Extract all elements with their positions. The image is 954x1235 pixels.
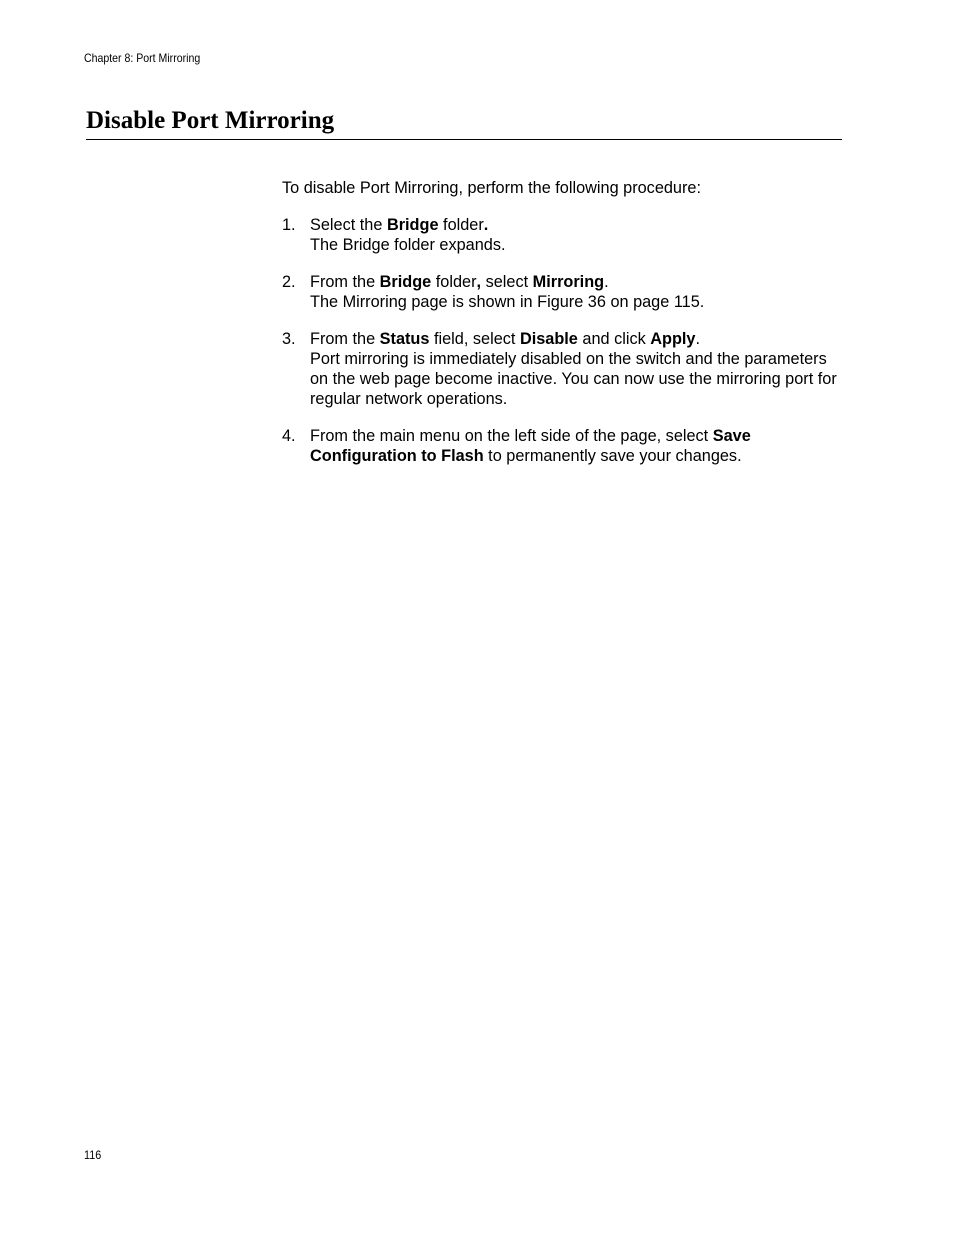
procedure-step	[282, 329, 842, 409]
body-content	[282, 178, 842, 483]
page-number: 116	[84, 1148, 102, 1162]
step-text: From the	[310, 330, 380, 348]
step-text: Select the	[310, 216, 387, 234]
step-result: Port mirroring is immediately disabled on the switch and the parameters on the web page become inactive. You can now use the mirroring port for regular network operations.	[310, 350, 837, 408]
ui-term: Mirroring	[532, 273, 605, 291]
step-text: From the	[310, 273, 380, 291]
step-action	[310, 426, 842, 466]
ui-term: Disable	[519, 330, 578, 348]
step-text: to permanently save your changes.	[483, 447, 742, 465]
ui-term: ,	[476, 273, 482, 291]
step-number: 2.	[282, 273, 296, 291]
step-text: From the main menu on the left side of the page, select	[310, 427, 713, 445]
step-text: .	[695, 330, 701, 348]
ui-term: .	[483, 216, 489, 234]
title-rule	[86, 139, 842, 140]
step-action	[310, 215, 842, 235]
step-result: The Bridge folder expands.	[310, 236, 506, 254]
procedure-step	[282, 215, 842, 255]
procedure-step	[282, 272, 842, 312]
step-text: and click	[577, 330, 651, 348]
step-result: The Mirroring page is shown in Figure 36 on page 115.	[310, 293, 705, 311]
ui-term: Save Configuration to Flash	[310, 427, 751, 465]
step-text: .	[604, 273, 609, 291]
intro-paragraph: To disable Port Mirroring, perform the following procedure:	[282, 179, 701, 197]
step-action	[310, 329, 842, 349]
section-title: Disable Port Mirroring	[86, 107, 335, 134]
step-text: folder	[438, 216, 484, 234]
step-number: 4.	[282, 427, 296, 445]
step-text: select	[481, 273, 533, 291]
step-action	[310, 272, 842, 292]
ui-term: Bridge	[379, 273, 432, 291]
step-text: field, select	[429, 330, 520, 348]
ui-term: Apply	[650, 330, 696, 348]
procedure-steps	[282, 215, 842, 466]
procedure-step	[282, 426, 842, 466]
step-text: folder	[431, 273, 477, 291]
running-head: Chapter 8: Port Mirroring	[84, 51, 201, 65]
ui-term: Status	[379, 330, 430, 348]
step-number: 1.	[282, 216, 296, 234]
step-number: 3.	[282, 330, 296, 348]
ui-term: Bridge	[386, 216, 439, 234]
